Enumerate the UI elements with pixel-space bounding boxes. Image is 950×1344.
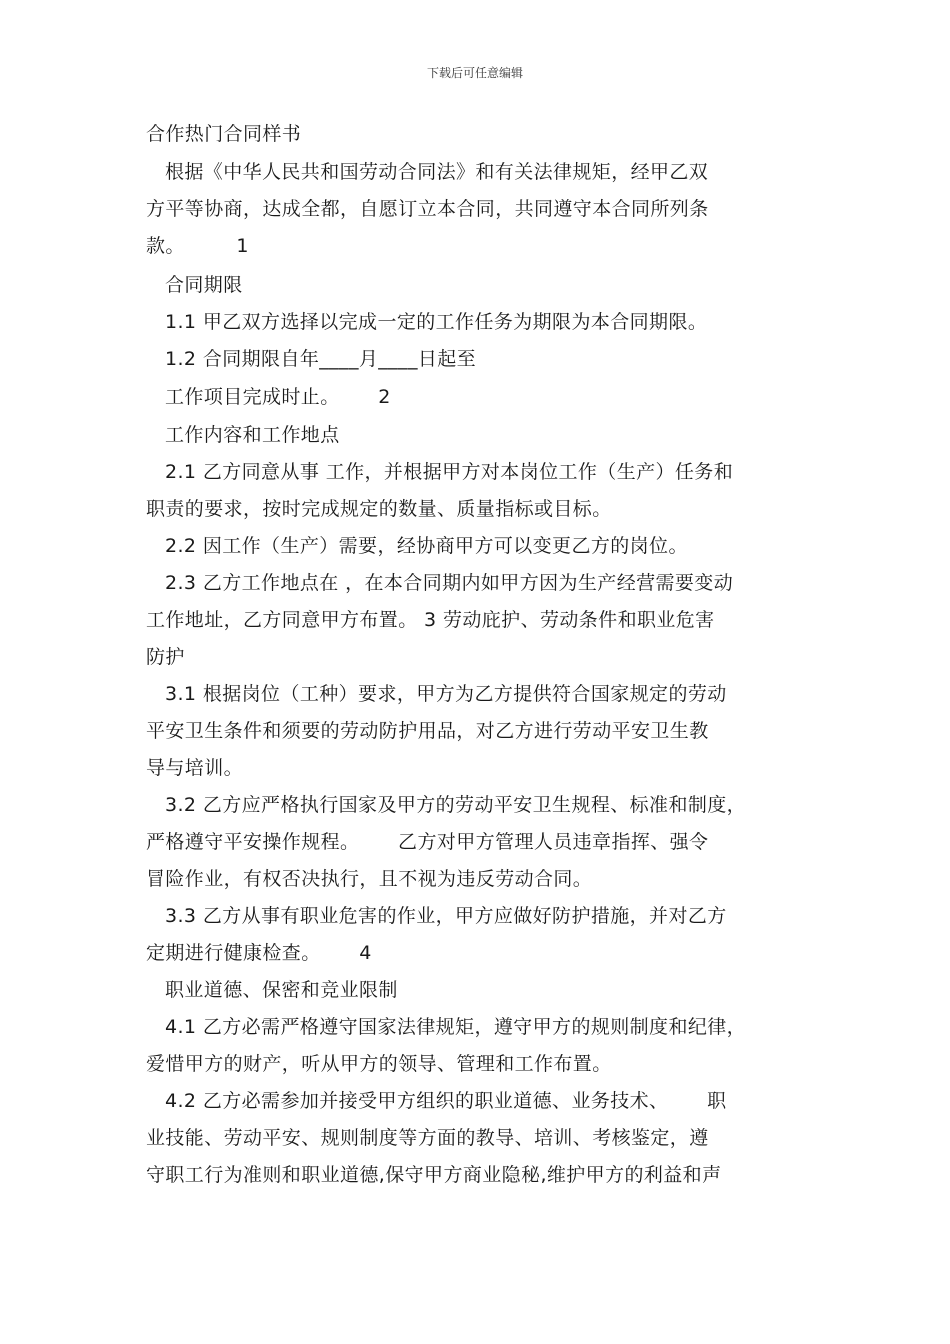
clause-line: 3.2 乙方应严格执行国家及甲方的劳动平安卫生规程、标准和制度， [165,794,747,816]
clause-line: 导与培训。 [146,757,244,779]
page-header: 下载后可任意编辑 [426,66,523,80]
clause-line: 爱惜甲方的财产，听从甲方的领导、管理和工作布置。 [146,1053,612,1075]
clause-line: 平安卫生条件和须要的劳动防护用品，对乙方进行劳动平安卫生教 [146,720,709,742]
clause-line: 4.1 乙方必需严格遵守国家法律规矩，遵守甲方的规则制度和纪律， [165,1016,747,1038]
clause-line: 防护 [146,646,185,668]
clause-line: 2.1 乙方同意从事 工作，并根据甲方对本岗位工作（生产）任务和 [165,461,734,483]
clause-line: 工作地址，乙方同意甲方布置。 3 劳动庇护、劳动条件和职业危害 [146,609,715,631]
clause-line: 冒险作业，有权否决执行，且不视为违反劳动合同。 [146,868,593,890]
clause-line: 4.2 乙方必需参加并接受甲方组织的职业道德、业务技术、 职 [165,1090,727,1112]
clause-line: 2.2 因工作（生产）需要，经协商甲方可以变更乙方的岗位。 [165,535,688,557]
paragraph-line: 方平等协商，达成全都，自愿订立本合同，共同遵守本合同所列条 [146,198,709,220]
paragraph-line: 款。 1 [146,235,249,257]
clause-line: 3.3 乙方从事有职业危害的作业，甲方应做好防护措施，并对乙方 [165,905,727,927]
clause-line: 工作项目完成时止。 2 [165,386,391,408]
clause-line: 业技能、劳动平安、规则制度等方面的教导、培训、考核鉴定，遵 [146,1127,709,1149]
clause-line: 严格遵守平安操作规程。 乙方对甲方管理人员违章指挥、强令 [146,831,709,853]
document-title: 合作热门合同样书 [146,123,302,145]
section-heading: 职业道德、保密和竞业限制 [165,979,398,1001]
clause-line: 2.3 乙方工作地点在 ，在本合同期内如甲方因为生产经营需要变动 [165,572,734,594]
paragraph-line: 根据《中华人民共和国劳动合同法》和有关法律规矩，经甲乙双 [165,161,709,183]
clause-line: 职责的要求，按时完成规定的数量、质量指标或目标。 [146,498,612,520]
clause-line: 3.1 根据岗位（工种）要求，甲方为乙方提供符合国家规定的劳动 [165,683,727,705]
clause-line: 1.2 合同期限自年____月____日起至 [165,348,477,370]
clause-line: 定期进行健康检查。 4 [146,942,372,964]
clause-line: 守职工行为准则和职业道德,保守甲方商业隐秘,维护甲方的利益和声 [146,1164,722,1186]
clause-line: 1.1 甲乙双方选择以完成一定的工作任务为期限为本合同期限。 [165,311,708,333]
section-heading: 合同期限 [165,274,243,296]
section-heading: 工作内容和工作地点 [165,424,340,446]
